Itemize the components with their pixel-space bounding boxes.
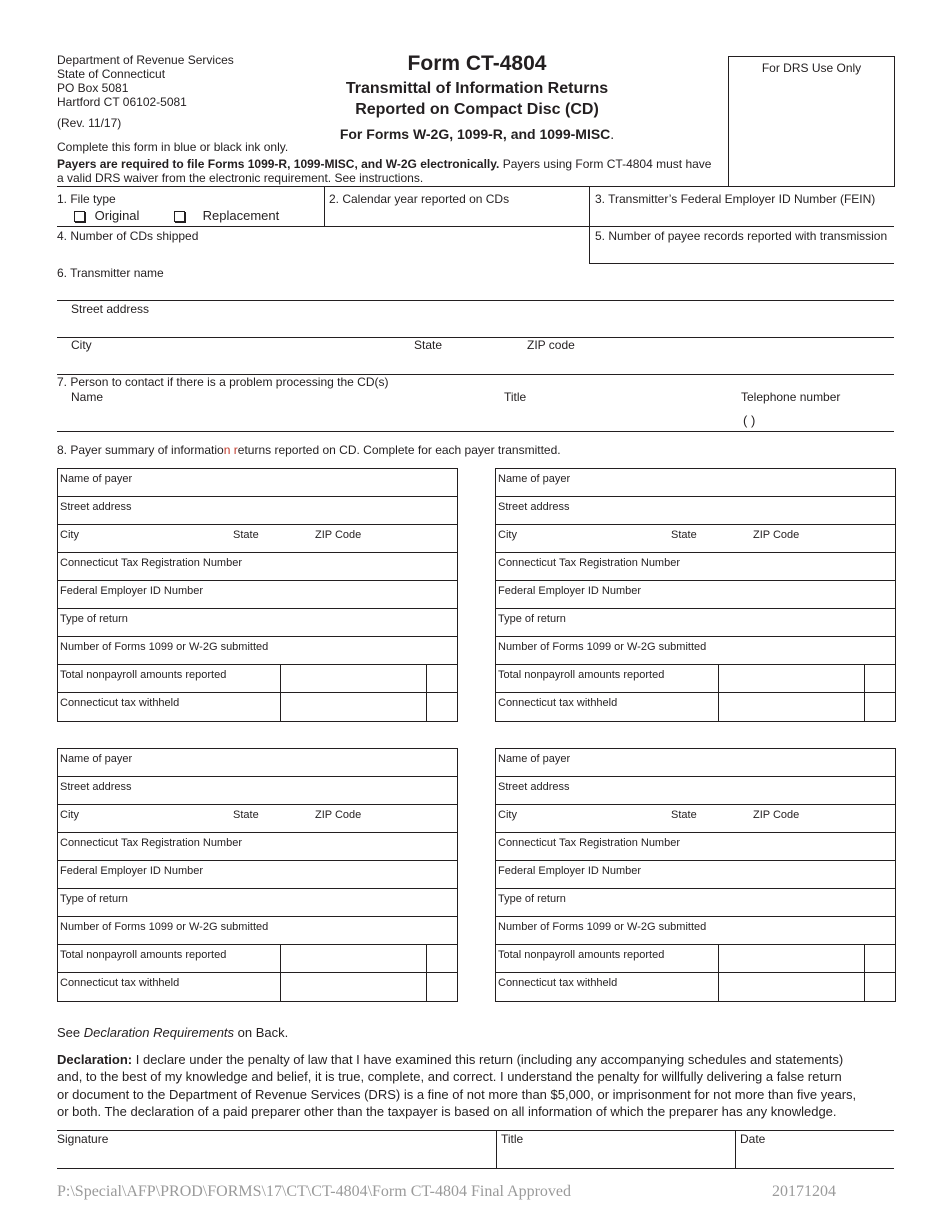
payee-records-field[interactable]: 5. Number of payee records reported with transmission [595,229,888,243]
area-code-parens: ( ) [743,413,756,428]
declaration-line-text: I declare under the penalty of law that I have examined this return (including any accompanying schedules and statements) [132,1052,844,1067]
file-type-label: 1. File type [57,192,116,206]
payer-fein-label: Federal Employer ID Number [60,585,204,597]
payer-count-label: Number of Forms 1099 or W-2G submitted [498,921,707,933]
cents-column-divider [864,693,865,721]
payer-summary-heading [57,443,561,457]
payer-ct-reg-label: Connecticut Tax Registration Number [60,837,242,849]
agency-line: Hartford CT 06102-5081 [57,95,187,109]
payer-count-label: Number of Forms 1099 or W-2G submitted [498,641,707,653]
payer-count-row[interactable] [58,917,457,945]
cents-column-divider [864,945,865,972]
payer-street-row[interactable] [58,497,457,525]
electronic-requirement-text: Payers using Form CT-4804 must have [499,157,712,171]
payer-city-row[interactable] [58,805,457,833]
payer-type-row[interactable] [58,889,457,917]
payer-nonpayroll-label: Total nonpayroll amounts reported [498,949,665,961]
cents-column-divider [426,945,427,972]
payer-fein-row[interactable] [496,861,895,889]
payer-count-row[interactable] [496,637,895,665]
declaration-line [57,1051,856,1068]
form-title: Form CT-4804 [407,52,547,75]
payer-state-label: State [671,809,697,821]
heading-part: eturns reported on CD. Complete for each payer transmitted. [237,443,561,457]
payer-type-label: Type of return [498,893,566,905]
payer-nonpayroll-label: Total nonpayroll amounts reported [60,669,227,681]
payer-count-label: Number of Forms 1099 or W-2G submitted [60,921,269,933]
payer-nonpayroll-label: Total nonpayroll amounts reported [498,669,665,681]
cents-column-divider [426,665,427,692]
divider [57,226,894,227]
cents-column-divider [426,973,427,1001]
decl-ref-emphasis: Declaration Requirements [83,1025,235,1040]
payer-fein-label: Federal Employer ID Number [498,585,642,597]
payer-withheld-label: Connecticut tax withheld [60,697,180,709]
amount-column-divider [280,973,281,1001]
heading-part: 8. Payer summary of informatio [57,443,224,457]
payer-withheld-label: Connecticut tax withheld [60,977,180,989]
payer-ct-reg-label: Connecticut Tax Registration Number [498,837,680,849]
city-field[interactable]: City [71,338,92,352]
forms-list-period: . [610,126,615,142]
payer-nonpayroll-row[interactable] [58,945,457,973]
payer-fein-row[interactable] [58,861,457,889]
declaration-text [57,1051,856,1121]
cents-column-divider [864,973,865,1001]
amount-column-divider [718,945,719,972]
payer-count-row[interactable] [58,637,457,665]
payer-street-label: Street address [60,781,132,793]
waiver-note: a valid DRS waiver from the electronic requirement. See instructions. [57,171,424,185]
declaration-line: and, to the best of my knowledge and belief, it is true, complete, and correct. I understand the penalty for willfully delivering a false return [57,1069,842,1085]
payer-ct-reg-row[interactable] [496,553,895,581]
payer-type-label: Type of return [60,613,128,625]
payer-name-label: Name of payer [60,473,133,485]
payer-name-row[interactable] [496,469,895,497]
divider [57,337,894,338]
payer-zip-label: ZIP Code [315,809,362,821]
payer-ct-reg-row[interactable] [496,833,895,861]
cds-shipped-field[interactable]: 4. Number of CDs shipped [57,229,199,243]
payer-fein-row[interactable] [496,581,895,609]
payer-table [495,748,896,1002]
agency-address [57,53,234,109]
payer-city-row[interactable] [496,805,895,833]
payer-nonpayroll-label: Total nonpayroll amounts reported [60,949,227,961]
revision-date: (Rev. 11/17) [57,116,122,130]
payer-name-row[interactable] [58,749,457,777]
ink-instruction: Complete this form in blue or black ink only. [57,140,289,154]
amount-column-divider [280,665,281,692]
payer-count-label: Number of Forms 1099 or W-2G submitted [60,641,269,653]
divider [589,186,590,263]
divider [57,1168,894,1169]
approval-code: 20171204 [772,1183,836,1200]
electronic-requirement [57,157,711,171]
original-checkbox[interactable] [74,211,85,222]
amount-column-divider [718,665,719,692]
payer-nonpayroll-row[interactable] [496,945,895,973]
payer-fein-label: Federal Employer ID Number [60,865,204,877]
amount-column-divider [718,693,719,721]
payer-city-label: City [60,809,79,821]
amount-column-divider [718,973,719,1001]
calendar-year-field[interactable]: 2. Calendar year reported on CDs [329,192,510,206]
signature-date-field[interactable]: Date [740,1132,766,1146]
payer-ct-reg-label: Connecticut Tax Registration Number [60,557,242,569]
drs-use-box [728,56,895,187]
replacement-checkbox[interactable] [174,211,185,222]
cents-column-divider [426,693,427,721]
payer-type-label: Type of return [498,613,566,625]
payer-zip-label: ZIP Code [315,529,362,541]
transmitter-name-field[interactable]: 6. Transmitter name [57,266,164,280]
contact-person-label: 7. Person to contact if there is a problem processing the CD(s) [57,375,389,389]
payer-type-row[interactable] [58,609,457,637]
divider [324,186,325,226]
contact-name-field[interactable]: Name [71,390,104,404]
heading-accent: n [223,443,231,457]
decl-ref-text: See [57,1025,84,1040]
zip-field[interactable]: ZIP code [527,338,575,352]
original-option[interactable] [74,208,139,223]
payer-table [495,468,896,722]
payer-zip-label: ZIP Code [753,529,800,541]
form-subtitle: Reported on Compact Disc (CD) [355,101,599,118]
payer-ct-reg-row[interactable] [58,833,457,861]
payer-street-row[interactable] [496,777,895,805]
signature-title-field[interactable]: Title [501,1132,524,1146]
file-path: P:\Special\AFP\PROD\FORMS\17\CT\CT-4804\Form CT-4804 Final Approved [57,1183,571,1200]
agency-line: State of Connecticut [57,67,166,81]
street-address-field[interactable]: Street address [71,302,150,316]
declaration-line: or document to the Department of Revenue Services (DRS) is a fine of not more than $5,000, or imprisonment for not more than five years, [57,1086,857,1102]
payer-table [57,748,458,1002]
payer-table [57,468,458,722]
payer-withheld-label: Connecticut tax withheld [498,697,618,709]
payer-ct-reg-label: Connecticut Tax Registration Number [498,557,680,569]
payer-street-row[interactable] [58,777,457,805]
declaration-line: or both. The declaration of a paid preparer other than the taxpayer is based on all information of which the preparer has any knowledge. [57,1104,837,1120]
forms-list: For Forms W-2G, 1099-R, and 1099-MISC [339,126,611,142]
payer-count-row[interactable] [496,917,895,945]
payer-withheld-label: Connecticut tax withheld [498,977,618,989]
declaration-reference [57,1025,288,1040]
payer-withheld-row[interactable] [58,973,457,1001]
state-field[interactable]: State [414,338,443,352]
fein-field[interactable]: 3. Transmitter’s Federal Employer ID Number (FEIN) [595,192,876,206]
payer-name-label: Name of payer [60,753,133,765]
contact-title-field[interactable]: Title [504,390,527,404]
original-label: Original [94,208,140,223]
payer-city-row[interactable] [58,525,457,553]
drs-use-label: For DRS Use Only [761,61,862,75]
divider [496,1130,497,1168]
payer-street-label: Street address [60,501,132,513]
payer-nonpayroll-row[interactable] [496,665,895,693]
payer-type-row[interactable] [496,889,895,917]
payer-name-label: Name of payer [498,753,571,765]
telephone-field[interactable]: Telephone number [741,390,841,404]
electronic-requirement-bold: Payers are required to file Forms 1099-R, 1099-MISC, and W-2G electronically. [57,157,500,171]
payer-type-row[interactable] [496,609,895,637]
payer-street-label: Street address [498,781,570,793]
divider [57,186,894,187]
signature-field[interactable]: Signature [57,1132,109,1146]
amount-column-divider [280,945,281,972]
declaration-label: Declaration: [57,1052,133,1067]
payer-name-row[interactable] [58,469,457,497]
payer-ct-reg-row[interactable] [58,553,457,581]
cents-column-divider [864,665,865,692]
payer-street-row[interactable] [496,497,895,525]
payer-withheld-row[interactable] [496,973,895,1001]
payer-withheld-row[interactable] [58,693,457,721]
payer-withheld-row[interactable] [496,693,895,721]
amount-column-divider [280,693,281,721]
payer-fein-row[interactable] [58,581,457,609]
agency-line: PO Box 5081 [57,81,129,95]
heading-accent: r [233,443,238,457]
payer-state-label: State [233,809,259,821]
payer-nonpayroll-row[interactable] [58,665,457,693]
payer-zip-label: ZIP Code [753,809,800,821]
payer-street-label: Street address [498,501,570,513]
payer-state-label: State [671,529,697,541]
payer-city-label: City [498,809,517,821]
payer-type-label: Type of return [60,893,128,905]
divider [57,300,894,301]
payer-city-label: City [498,529,517,541]
form-subtitle-forms [300,126,654,142]
payer-fein-label: Federal Employer ID Number [498,865,642,877]
decl-ref-text: on Back. [234,1025,289,1040]
agency-line: Department of Revenue Services [57,53,234,67]
payer-state-label: State [233,529,259,541]
form-subtitle: Transmittal of Information Returns [345,80,609,97]
replacement-label: Replacement [202,208,280,223]
divider [589,263,894,264]
payer-city-label: City [60,529,79,541]
payer-name-row[interactable] [496,749,895,777]
payer-name-label: Name of payer [498,473,571,485]
payer-city-row[interactable] [496,525,895,553]
divider [735,1130,736,1168]
divider [57,1130,894,1131]
divider [57,431,894,432]
replacement-option[interactable] [174,208,279,223]
